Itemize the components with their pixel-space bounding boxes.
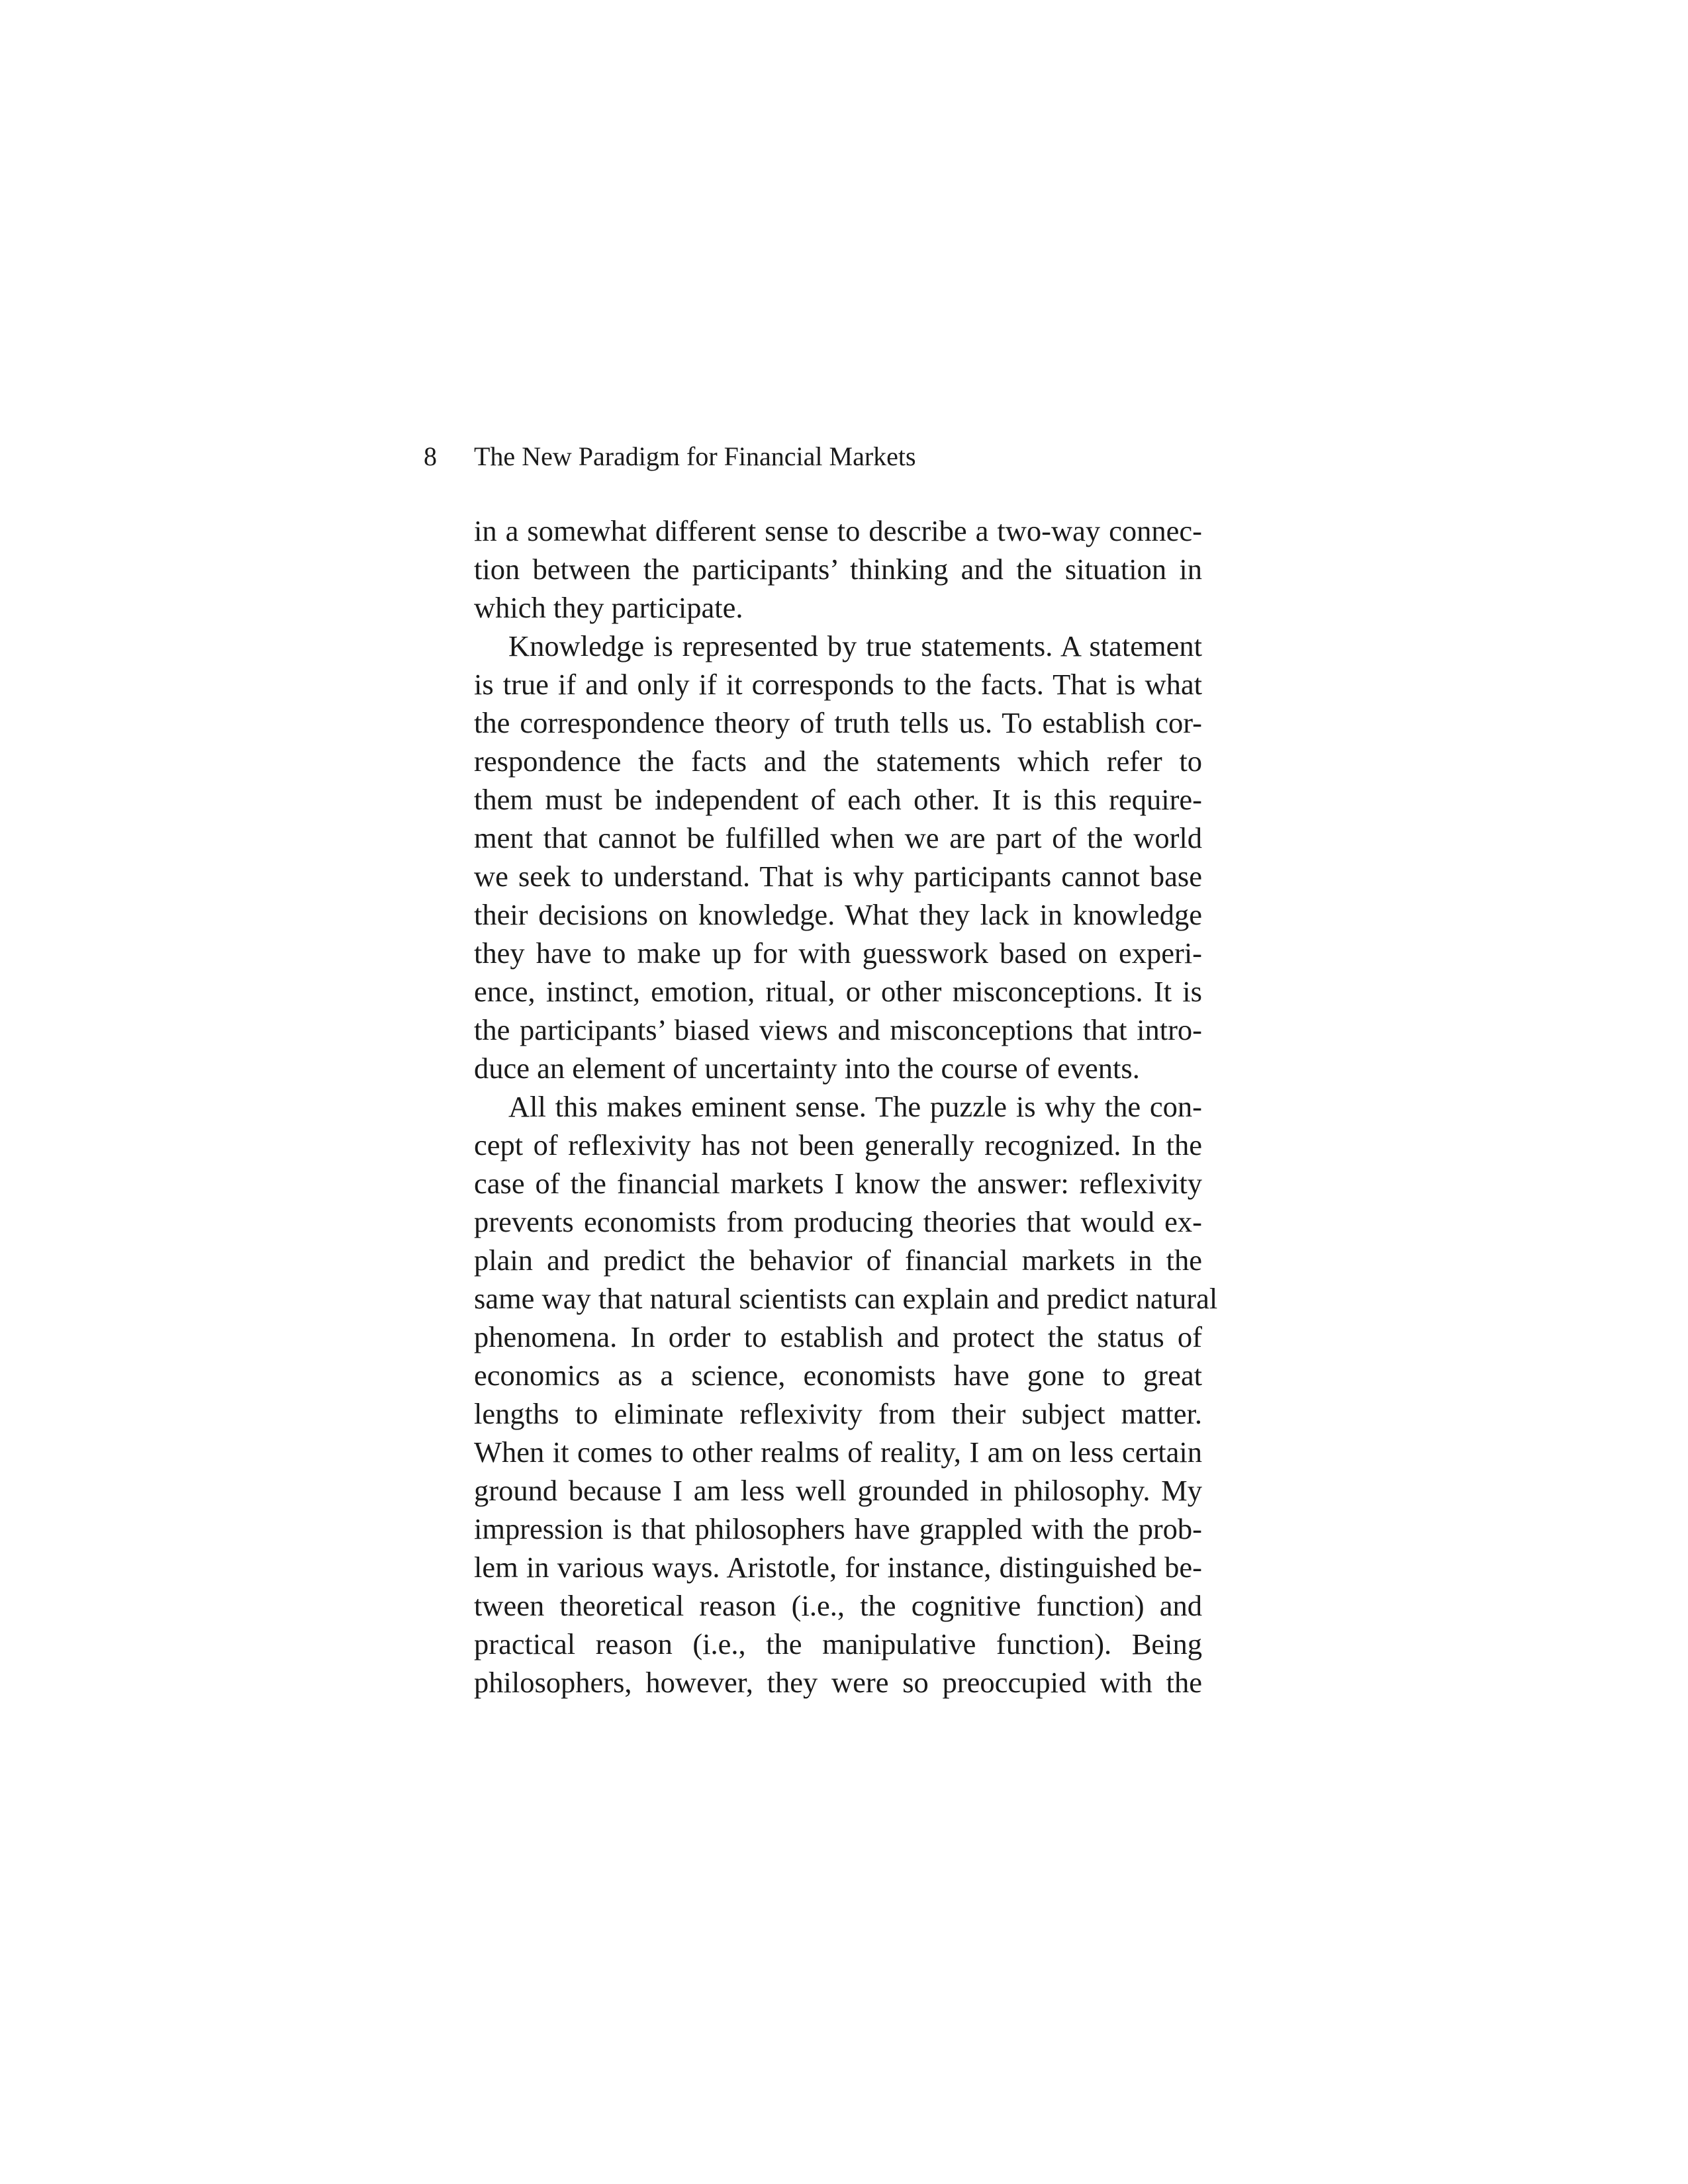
text-line: phenomena. In order to establish and protect the status of: [474, 1320, 1202, 1353]
text-line: ence, instinct, emotion, ritual, or other misconceptions. It is: [474, 975, 1202, 1008]
text-line: plain and predict the behavior of financial markets in the: [474, 1244, 1202, 1277]
text-line: philosophers, however, they were so preoccupied with the: [474, 1666, 1202, 1699]
text-line: case of the financial markets I know the answer: reflexivity: [474, 1167, 1202, 1200]
text-line: tween theoretical reason (i.e., the cognitive function) and: [474, 1589, 1202, 1622]
text-line: tion between the participants’ thinking and the situation in: [474, 553, 1202, 586]
text-line: All this makes eminent sense. The puzzle is why the con-: [508, 1090, 1202, 1123]
text-line: the correspondence theory of truth tells us. To establish cor-: [474, 706, 1202, 739]
page-number: 8: [424, 441, 437, 471]
running-title: The New Paradigm for Financial Markets: [474, 441, 916, 471]
text-line: same way that natural scientists can explain and predict natural: [474, 1282, 1218, 1315]
text-line: prevents economists from producing theories that would ex-: [474, 1205, 1202, 1238]
paragraph: [474, 512, 1202, 627]
paragraph: [474, 1087, 1218, 1702]
paragraph: [474, 627, 1202, 1087]
text-line: them must be independent of each other. It is this require-: [474, 783, 1202, 816]
text-line: cept of reflexivity has not been generally recognized. In the: [474, 1128, 1202, 1161]
text-line: in a somewhat different sense to describe a two-way connec-: [474, 514, 1202, 547]
text-line: is true if and only if it corresponds to the facts. That is what: [474, 668, 1202, 701]
text-line: their decisions on knowledge. What they lack in knowledge: [474, 898, 1202, 931]
body-text: [474, 512, 1218, 1702]
text-line: lengths to eliminate reflexivity from their subject matter.: [474, 1397, 1202, 1430]
text-line: ment that cannot be fulfilled when we are part of the world: [474, 821, 1202, 854]
text-line: Knowledge is represented by true statements. A statement: [508, 629, 1202, 662]
text-line: duce an element of uncertainty into the course of events.: [474, 1052, 1140, 1085]
running-head: [424, 437, 1218, 477]
text-line: respondence the facts and the statements which refer to: [474, 745, 1202, 778]
text-line: economics as a science, economists have gone to great: [474, 1359, 1202, 1392]
text-line: the participants’ biased views and misconceptions that intro-: [474, 1013, 1202, 1046]
text-line: ground because I am less well grounded in philosophy. My: [474, 1474, 1202, 1507]
text-line: lem in various ways. Aristotle, for instance, distinguished be-: [474, 1551, 1202, 1584]
text-line: When it comes to other realms of reality, I am on less certain: [474, 1435, 1202, 1469]
text-line: they have to make up for with guesswork based on experi-: [474, 936, 1202, 970]
text-line: which they participate.: [474, 591, 743, 624]
text-line: impression is that philosophers have grappled with the prob-: [474, 1512, 1202, 1545]
text-line: practical reason (i.e., the manipulative function). Being: [474, 1627, 1202, 1661]
text-line: we seek to understand. That is why participants cannot base: [474, 860, 1202, 893]
